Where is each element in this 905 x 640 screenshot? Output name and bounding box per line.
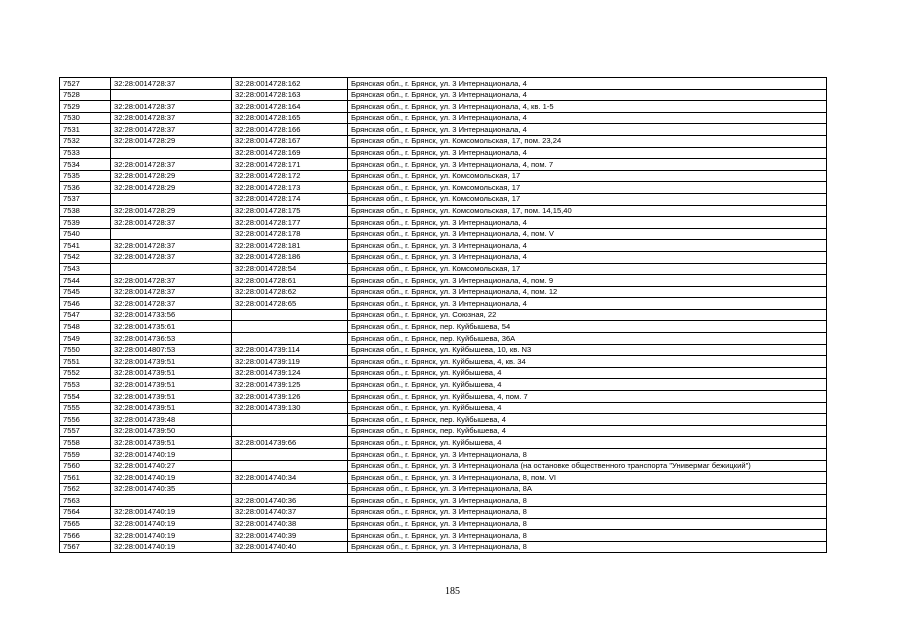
table-row <box>60 159 827 171</box>
object-cadastral-cell: 32:28:0014728:175 <box>232 205 348 217</box>
table-row <box>60 356 827 368</box>
table-row <box>60 135 827 147</box>
object-cadastral-cell: 32:28:0014739:124 <box>232 367 348 379</box>
parcel-cadastral-cell: 32:28:0014739:51 <box>111 367 232 379</box>
row-number-cell: 7564 <box>60 506 111 518</box>
row-number-cell: 7565 <box>60 518 111 530</box>
object-cadastral-cell: 32:28:0014728:178 <box>232 228 348 240</box>
parcel-cadastral-cell: 32:28:0014739:48 <box>111 414 232 426</box>
address-cell: Брянская обл., г. Брянск, ул. 3 Интернационала, 4 <box>348 147 827 159</box>
address-cell: Брянская обл., г. Брянск, ул. Комсомольская, 17 <box>348 170 827 182</box>
parcel-cadastral-cell: 32:28:0014740:19 <box>111 472 232 484</box>
row-number-cell: 7532 <box>60 135 111 147</box>
parcel-cadastral-cell: 32:28:0014740:19 <box>111 530 232 542</box>
parcel-cadastral-cell: 32:28:0014728:37 <box>111 275 232 287</box>
table-row <box>60 449 827 461</box>
row-number-cell: 7541 <box>60 240 111 252</box>
parcel-cadastral-cell: 32:28:0014728:37 <box>111 112 232 124</box>
table-row <box>60 170 827 182</box>
parcel-cadastral-cell: 32:28:0014739:50 <box>111 425 232 437</box>
object-cadastral-cell: 32:28:0014728:186 <box>232 251 348 263</box>
row-number-cell: 7555 <box>60 402 111 414</box>
address-cell: Брянская обл., г. Брянск, ул. 3 Интернационала, 8 <box>348 530 827 542</box>
object-cadastral-cell: 32:28:0014740:40 <box>232 541 348 553</box>
row-number-cell: 7558 <box>60 437 111 449</box>
parcel-cadastral-cell: 32:28:0014728:37 <box>111 298 232 310</box>
table-row <box>60 217 827 229</box>
address-cell: Брянская обл., г. Брянск, ул. 3 Интернационала, 8, пом. VI <box>348 472 827 484</box>
object-cadastral-cell <box>232 309 348 321</box>
table-row <box>60 402 827 414</box>
address-cell: Брянская обл., г. Брянск, ул. Комсомольская, 17, пом. 23,24 <box>348 135 827 147</box>
object-cadastral-cell: 32:28:0014740:39 <box>232 530 348 542</box>
object-cadastral-cell: 32:28:0014740:38 <box>232 518 348 530</box>
parcel-cadastral-cell <box>111 495 232 507</box>
object-cadastral-cell <box>232 460 348 472</box>
table-row <box>60 182 827 194</box>
row-number-cell: 7560 <box>60 460 111 472</box>
row-number-cell: 7546 <box>60 298 111 310</box>
row-number-cell: 7530 <box>60 112 111 124</box>
address-cell: Брянская обл., г. Брянск, ул. 3 Интернационала, 4 <box>348 298 827 310</box>
address-cell: Брянская обл., г. Брянск, ул. Куйбышева, 4 <box>348 367 827 379</box>
address-cell: Брянская обл., г. Брянск, пер. Куйбышева, 54 <box>348 321 827 333</box>
parcel-cadastral-cell: 32:28:0014728:37 <box>111 124 232 136</box>
address-cell: Брянская обл., г. Брянск, ул. Куйбышева, 10, кв. N3 <box>348 344 827 356</box>
table-row <box>60 205 827 217</box>
address-cell: Брянская обл., г. Брянск, ул. 3 Интернационала, 8А <box>348 483 827 495</box>
object-cadastral-cell: 32:28:0014740:37 <box>232 506 348 518</box>
parcel-cadastral-cell: 32:28:0014807:53 <box>111 344 232 356</box>
parcel-cadastral-cell: 32:28:0014728:29 <box>111 182 232 194</box>
object-cadastral-cell <box>232 425 348 437</box>
address-cell: Брянская обл., г. Брянск, ул. 3 Интернационала, 4, кв. 1-5 <box>348 101 827 113</box>
parcel-cadastral-cell: 32:28:0014740:19 <box>111 518 232 530</box>
parcel-cadastral-cell: 32:28:0014740:19 <box>111 506 232 518</box>
object-cadastral-cell: 32:28:0014728:166 <box>232 124 348 136</box>
parcel-cadastral-cell: 32:28:0014739:51 <box>111 402 232 414</box>
row-number-cell: 7547 <box>60 309 111 321</box>
row-number-cell: 7561 <box>60 472 111 484</box>
table-row <box>60 391 827 403</box>
address-cell: Брянская обл., г. Брянск, ул. 3 Интернационала, 4, пом. V <box>348 228 827 240</box>
parcel-cadastral-cell: 32:28:0014739:51 <box>111 437 232 449</box>
address-cell: Брянская обл., г. Брянск, ул. 3 Интернационала, 8 <box>348 518 827 530</box>
row-number-cell: 7548 <box>60 321 111 333</box>
table-row <box>60 483 827 495</box>
row-number-cell: 7566 <box>60 530 111 542</box>
parcel-cadastral-cell: 32:28:0014728:29 <box>111 135 232 147</box>
row-number-cell: 7563 <box>60 495 111 507</box>
object-cadastral-cell: 32:28:0014728:167 <box>232 135 348 147</box>
parcel-cadastral-cell: 32:28:0014733:56 <box>111 309 232 321</box>
parcel-cadastral-cell <box>111 147 232 159</box>
object-cadastral-cell: 32:28:0014739:119 <box>232 356 348 368</box>
address-cell: Брянская обл., г. Брянск, ул. 3 Интернационала, 4, пом. 9 <box>348 275 827 287</box>
table-row <box>60 275 827 287</box>
address-cell: Брянская обл., г. Брянск, ул. 3 Интернационала, 4, пом. 7 <box>348 159 827 171</box>
table-row <box>60 379 827 391</box>
row-number-cell: 7538 <box>60 205 111 217</box>
address-cell: Брянская обл., г. Брянск, ул. 3 Интернационала, 8 <box>348 541 827 553</box>
row-number-cell: 7531 <box>60 124 111 136</box>
page-number: 185 <box>445 586 460 597</box>
parcel-cadastral-cell: 32:28:0014728:29 <box>111 205 232 217</box>
table-row <box>60 414 827 426</box>
table-row <box>60 541 827 553</box>
object-cadastral-cell: 32:28:0014728:173 <box>232 182 348 194</box>
row-number-cell: 7552 <box>60 367 111 379</box>
row-number-cell: 7539 <box>60 217 111 229</box>
address-cell: Брянская обл., г. Брянск, ул. 3 Интернационала, 8 <box>348 449 827 461</box>
row-number-cell: 7534 <box>60 159 111 171</box>
table-row <box>60 437 827 449</box>
table-row <box>60 344 827 356</box>
row-number-cell: 7559 <box>60 449 111 461</box>
address-cell: Брянская обл., г. Брянск, ул. Куйбышева, 4 <box>348 379 827 391</box>
row-number-cell: 7553 <box>60 379 111 391</box>
table-row <box>60 147 827 159</box>
object-cadastral-cell: 32:28:0014728:174 <box>232 193 348 205</box>
row-number-cell: 7567 <box>60 541 111 553</box>
address-cell: Брянская обл., г. Брянск, ул. Комсомольская, 17 <box>348 263 827 275</box>
parcel-cadastral-cell: 32:28:0014739:51 <box>111 356 232 368</box>
row-number-cell: 7537 <box>60 193 111 205</box>
parcel-cadastral-cell: 32:28:0014740:27 <box>111 460 232 472</box>
table-row <box>60 298 827 310</box>
object-cadastral-cell: 32:28:0014739:66 <box>232 437 348 449</box>
parcel-cadastral-cell: 32:28:0014739:51 <box>111 391 232 403</box>
object-cadastral-cell <box>232 333 348 345</box>
object-cadastral-cell: 32:28:0014728:171 <box>232 159 348 171</box>
parcel-cadastral-cell: 32:28:0014728:37 <box>111 251 232 263</box>
object-cadastral-cell: 32:28:0014728:169 <box>232 147 348 159</box>
parcel-cadastral-cell: 32:28:0014728:37 <box>111 78 232 90</box>
address-cell: Брянская обл., г. Брянск, ул. Куйбышева, 4, пом. 7 <box>348 391 827 403</box>
parcel-cadastral-cell <box>111 228 232 240</box>
row-number-cell: 7554 <box>60 391 111 403</box>
object-cadastral-cell: 32:28:0014740:34 <box>232 472 348 484</box>
address-cell: Брянская обл., г. Брянск, ул. 3 Интернационала, 4 <box>348 124 827 136</box>
parcel-cadastral-cell <box>111 89 232 101</box>
parcel-cadastral-cell: 32:28:0014735:61 <box>111 321 232 333</box>
row-number-cell: 7528 <box>60 89 111 101</box>
object-cadastral-cell: 32:28:0014739:114 <box>232 344 348 356</box>
address-cell: Брянская обл., г. Брянск, ул. 3 Интернационала, 4 <box>348 251 827 263</box>
table-row <box>60 472 827 484</box>
object-cadastral-cell: 32:28:0014739:130 <box>232 402 348 414</box>
row-number-cell: 7536 <box>60 182 111 194</box>
address-cell: Брянская обл., г. Брянск, ул. Комсомольская, 17, пом. 14,15,40 <box>348 205 827 217</box>
address-cell: Брянская обл., г. Брянск, ул. Комсомольская, 17 <box>348 182 827 194</box>
address-cell: Брянская обл., г. Брянск, ул. Комсомольская, 17 <box>348 193 827 205</box>
row-number-cell: 7540 <box>60 228 111 240</box>
table-row <box>60 495 827 507</box>
parcel-cadastral-cell <box>111 263 232 275</box>
parcel-cadastral-cell: 32:28:0014740:19 <box>111 541 232 553</box>
address-cell: Брянская обл., г. Брянск, пер. Куйбышева, 4 <box>348 414 827 426</box>
object-cadastral-cell: 32:28:0014728:177 <box>232 217 348 229</box>
row-number-cell: 7544 <box>60 275 111 287</box>
table-row <box>60 251 827 263</box>
table-row <box>60 518 827 530</box>
address-cell: Брянская обл., г. Брянск, ул. 3 Интернационала, 4 <box>348 78 827 90</box>
row-number-cell: 7527 <box>60 78 111 90</box>
parcel-cadastral-cell: 32:28:0014739:51 <box>111 379 232 391</box>
address-cell: Брянская обл., г. Брянск, ул. Союзная, 22 <box>348 309 827 321</box>
object-cadastral-cell <box>232 449 348 461</box>
object-cadastral-cell: 32:28:0014728:61 <box>232 275 348 287</box>
row-number-cell: 7533 <box>60 147 111 159</box>
table-row <box>60 240 827 252</box>
address-cell: Брянская обл., г. Брянск, ул. 3 Интернационала, 4, пом. 12 <box>348 286 827 298</box>
parcel-cadastral-cell: 32:28:0014728:37 <box>111 240 232 252</box>
address-cell: Брянская обл., г. Брянск, ул. Куйбышева, 4 <box>348 402 827 414</box>
table-row <box>60 309 827 321</box>
parcel-cadastral-cell: 32:28:0014740:35 <box>111 483 232 495</box>
parcel-cadastral-cell: 32:28:0014740:19 <box>111 449 232 461</box>
object-cadastral-cell: 32:28:0014728:181 <box>232 240 348 252</box>
parcel-cadastral-cell <box>111 193 232 205</box>
table-row <box>60 425 827 437</box>
table-row <box>60 228 827 240</box>
row-number-cell: 7550 <box>60 344 111 356</box>
row-number-cell: 7543 <box>60 263 111 275</box>
address-cell: Брянская обл., г. Брянск, ул. Куйбышева, 4 <box>348 437 827 449</box>
table-row <box>60 101 827 113</box>
table-row <box>60 460 827 472</box>
address-cell: Брянская обл., г. Брянск, ул. 3 Интернационала, 8 <box>348 495 827 507</box>
address-cell: Брянская обл., г. Брянск, ул. 3 Интернационала, 4 <box>348 112 827 124</box>
row-number-cell: 7545 <box>60 286 111 298</box>
parcel-cadastral-cell: 32:28:0014728:37 <box>111 286 232 298</box>
table-row <box>60 112 827 124</box>
parcel-cadastral-cell: 32:28:0014728:37 <box>111 159 232 171</box>
object-cadastral-cell: 32:28:0014739:125 <box>232 379 348 391</box>
address-cell: Брянская обл., г. Брянск, ул. 3 Интернационала (на остановке общественного транспорта "Универмаг бежицкий") <box>348 460 827 472</box>
parcel-cadastral-cell: 32:28:0014728:37 <box>111 101 232 113</box>
address-cell: Брянская обл., г. Брянск, ул. Куйбышева, 4, кв. 34 <box>348 356 827 368</box>
row-number-cell: 7529 <box>60 101 111 113</box>
row-number-cell: 7542 <box>60 251 111 263</box>
table-row <box>60 321 827 333</box>
table-row <box>60 193 827 205</box>
row-number-cell: 7535 <box>60 170 111 182</box>
table-row <box>60 124 827 136</box>
table-row <box>60 78 827 90</box>
table-row <box>60 89 827 101</box>
address-cell: Брянская обл., г. Брянск, ул. 3 Интернационала, 4 <box>348 89 827 101</box>
address-cell: Брянская обл., г. Брянск, ул. 3 Интернационала, 8 <box>348 506 827 518</box>
object-cadastral-cell <box>232 483 348 495</box>
object-cadastral-cell: 32:28:0014728:162 <box>232 78 348 90</box>
table-row <box>60 286 827 298</box>
object-cadastral-cell: 32:28:0014740:36 <box>232 495 348 507</box>
table-row <box>60 530 827 542</box>
object-cadastral-cell: 32:28:0014728:54 <box>232 263 348 275</box>
object-cadastral-cell <box>232 321 348 333</box>
table-row <box>60 333 827 345</box>
address-cell: Брянская обл., г. Брянск, ул. 3 Интернационала, 4 <box>348 217 827 229</box>
table-row <box>60 263 827 275</box>
row-number-cell: 7562 <box>60 483 111 495</box>
object-cadastral-cell: 32:28:0014728:163 <box>232 89 348 101</box>
object-cadastral-cell: 32:28:0014728:165 <box>232 112 348 124</box>
object-cadastral-cell: 32:28:0014728:65 <box>232 298 348 310</box>
row-number-cell: 7549 <box>60 333 111 345</box>
object-cadastral-cell: 32:28:0014728:164 <box>232 101 348 113</box>
row-number-cell: 7557 <box>60 425 111 437</box>
parcel-cadastral-cell: 32:28:0014728:37 <box>111 217 232 229</box>
object-cadastral-cell: 32:28:0014728:172 <box>232 170 348 182</box>
object-cadastral-cell <box>232 414 348 426</box>
address-cell: Брянская обл., г. Брянск, пер. Куйбышева, 4 <box>348 425 827 437</box>
parcel-cadastral-cell: 32:28:0014728:29 <box>111 170 232 182</box>
parcel-cadastral-cell: 32:28:0014736:53 <box>111 333 232 345</box>
object-cadastral-cell: 32:28:0014739:126 <box>232 391 348 403</box>
address-cell: Брянская обл., г. Брянск, ул. 3 Интернационала, 4 <box>348 240 827 252</box>
table-row <box>60 367 827 379</box>
table-row <box>60 506 827 518</box>
registry-table <box>59 77 827 553</box>
registry-table-body <box>60 78 827 553</box>
row-number-cell: 7556 <box>60 414 111 426</box>
address-cell: Брянская обл., г. Брянск, пер. Куйбышева, 36А <box>348 333 827 345</box>
object-cadastral-cell: 32:28:0014728:62 <box>232 286 348 298</box>
row-number-cell: 7551 <box>60 356 111 368</box>
